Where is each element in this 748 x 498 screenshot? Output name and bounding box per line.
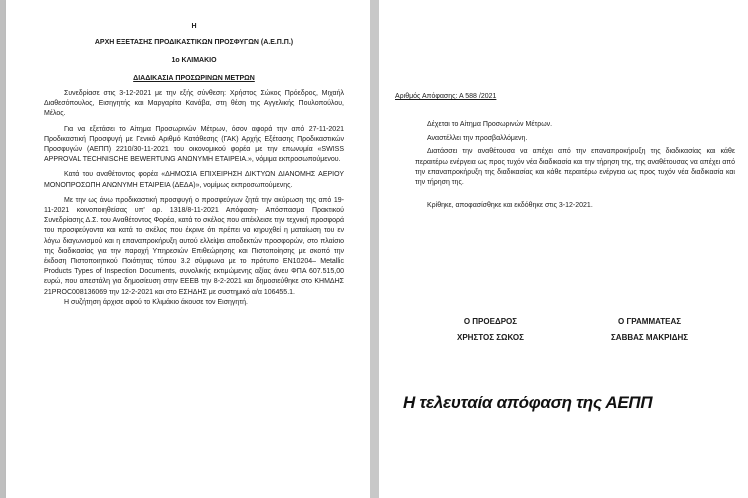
secretary-name: ΣΑΒΒΑΣ ΜΑΚΡΙΔΗΣ: [611, 333, 689, 342]
left-document-text: [44, 0, 344, 308]
accept-line: Δέχεται το Αίτημα Προσωρινών Μέτρων.: [427, 121, 553, 129]
caption-banner: [379, 388, 748, 418]
secretary-title: Ο ΓΡΑΜΜΑΤΕΑΣ: [618, 317, 682, 326]
paragraph-discussion: Η συζήτηση άρχισε αφού το Κλιμάκιο άκουσε τον Εισηγητή.: [64, 298, 248, 306]
header-letter: Η: [191, 23, 197, 30]
chamber-title: 1ο ΚΛΙΜΑΚΙΟ: [171, 57, 217, 64]
paragraph-request: Για να εξετάσει το Αίτημα Προσωρινών Μέτρων, όσον αφορά την από 27-11-2021 Προδικαστική Προσφυγή με Γενικό Αριθμό Κατάθεσης (ΓΑΚ) Αρχής Εξέτασης Προδικαστικών Προσφυγών (ΑΕΠΠ) 2210/30-11-2021 του οικονομικού φορέα με την επωνυμία «SWISS APPROVAL TECHNISCHE BEWERTUNG ΑΝΩΝΥΜΗ ΕΤΑΙΡΕΙΑ.», νόμιμα εκπροσωπούμενου.: [44, 125, 344, 164]
secretary-signature: [611, 316, 688, 344]
president-signature: [457, 316, 524, 344]
paragraph-session: Συνεδρίασε στις 3-12-2021 με την εξής σύνθεση: Χρήστος Σώκος Πρόεδρος, Μιχαήλ Διαθεσόπουλος, Εισηγητής και Μαργαρίτα Κανάβα, στη θέση της Αγγελικής Πουλοπούλου, Μέλος.: [44, 90, 344, 118]
president-name: ΧΡΗΣΤΟΣ ΣΩΚΟΣ: [457, 333, 524, 342]
procedure-title: ΔΙΑΔΙΚΑΣΙΑ ΠΡΟΣΩΡΙΝΩΝ ΜΕΤΡΩΝ: [133, 75, 255, 82]
right-document-page: [379, 0, 748, 498]
page-gap: [370, 0, 379, 498]
authority-title: ΑΡΧΗ ΕΞΕΤΑΣΗΣ ΠΡΟΔΙΚΑΣΤΙΚΩΝ ΠΡΟΣΦΥΓΩΝ (Α.Ε.Π.Π.): [94, 39, 294, 46]
decision-number: Αριθμός Απόφασης: Α 588 /2021: [395, 93, 497, 100]
suspend-line: Αναστέλλει την προσβαλλόμενη.: [427, 134, 528, 142]
issued-line: Κρίθηκε, αποφασίσθηκε και εκδόθηκε στις 3-12-2021.: [427, 201, 593, 209]
caption-text: Η τελευταία απόφαση της ΑΕΠΠ: [403, 393, 653, 412]
order-paragraph: Διατάσσει την αναθέτουσα να απέχει από την επαναπροκήρυξη της διαδικασίας και κάθε περαιτέρω ενέργεια ως προς τυχόν νέα διαδικασία και την τήρηση της, της αναθέτουσας να απέχει από την επαναπροκήρυξη της διαδικασίας και κάθε περαιτέρω ενέργεια ως προς τυχόν νέα διαδικασία και την τήρηση της.: [415, 148, 735, 187]
paragraph-against: Κατά του αναθέτοντος φορέα «ΔΗΜΟΣΙΑ ΕΠΙΧΕΙΡΗΣΗ ΔΙΚΤΥΩΝ ΔΙΑΝΟΜΗΣ ΑΕΡΙΟΥ ΜΟΝΟΠΡΟΣΩΠΗ ΑΝΩΝΥΜΗ ΕΤΑΙΡΕΙΑ (ΔΕΔΑ)», νομίμως εκπροσωπούμενης.: [44, 171, 344, 189]
president-title: Ο ΠΡΟΕΔΡΟΣ: [463, 317, 518, 326]
paragraph-appeal: Με την ως άνω προδικαστική προσφυγή ο προσφεύγων ζητά την ακύρωση της από 19-11-2021 κοινοποιηθείσας υπ' αρ. 1318/8-11-2021 Απόφαση- Απόσπασμα Πρακτικού Συνεδρίασης Δ.Σ. του Αναθέτοντος Φορέα, κατά το σκέλος που απέκλεισε την τεχνική προσφορά του προσφεύγοντα και κατά το σκέλος που έκρινε ότι πρέπει να κηρυχθεί η ματαίωση του εν λόγω διαγωνισμού και η επαναπροκήρυξη αυτού ελλείψει αποδεκτών προσφορών, στο πλαίσιο της διαδικασίας για την παροχή Υπηρεσιών Επιθεώρησης και Πιστοποίησης με σκοπό την έκδοση Πιστοποιητικού Ποιότητας τύπου 3.2 σύμφωνα με το πρότυπο EN10204– Metallic Products Types of Inspection Documents, συνολικής εκτιμώμενης αξίας άνευ ΦΠΑ 607.515,00 ευρώ, που απεστάλη για δημοσίευση στην ΕΕΕΒ την 8-2-2021 και δημοσιεύθηκε στο ΚΗΜΔΗΣ 21PROC008136069 την 12-2-2021 και στο ΕΣΗΔΗΣ με συστημικό α/α 106455.1.: [44, 196, 344, 296]
right-document-text: [395, 0, 735, 211]
left-document-page: [6, 0, 370, 498]
